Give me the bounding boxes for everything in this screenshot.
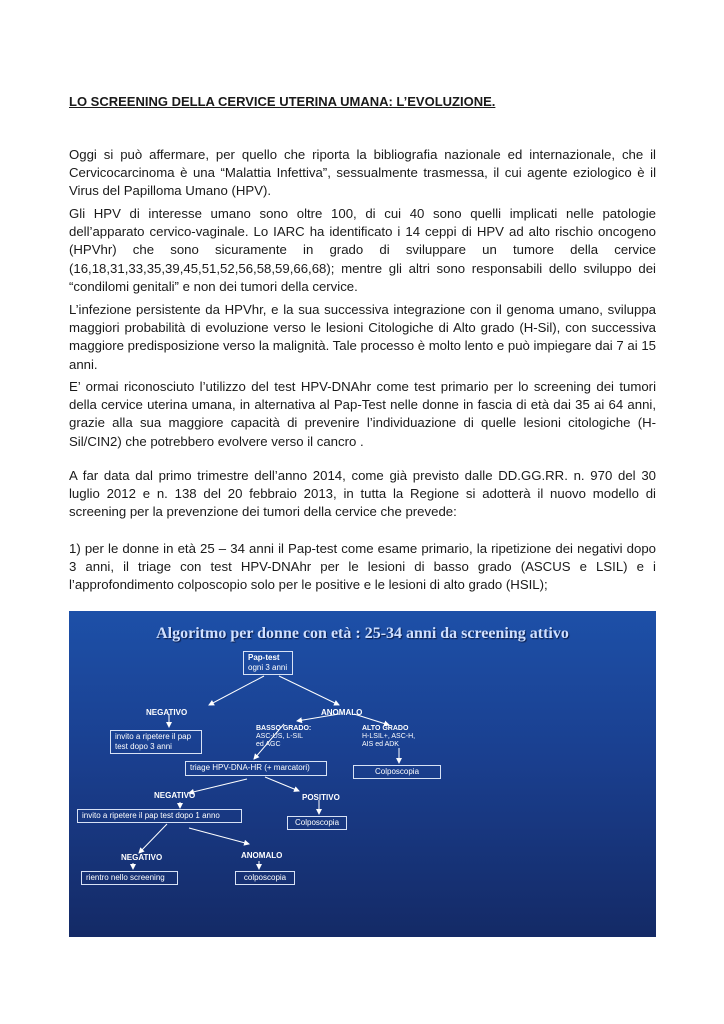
- alto-grado-heading: ALTO GRADO: [362, 725, 409, 732]
- alto-grado-line2: AIS ed ADK: [362, 741, 399, 748]
- document-title: LO SCREENING DELLA CERVICE UTERINA UMANA: L’EVOLUZIONE.: [69, 94, 496, 109]
- positivo-label: POSITIVO: [302, 793, 340, 802]
- screening-algorithm-diagram: [69, 611, 656, 937]
- triage-box: triage HPV-DNA-HR (+ marcatori): [185, 761, 327, 776]
- alto-grado-line1: H-LSIL+, ASC-H,: [362, 733, 416, 740]
- paragraph-1: Oggi si può affermare, per quello che riporta la bibliografia nazionale ed internazionale, che il Cervicocarcinoma è una “Malattia Infettiva”, sessualmente trasmessa, il cui agente eziologico è il Virus del Papilloma Umano (HPV).: [69, 147, 656, 199]
- paragraph-4: E’ ormai riconosciuto l’utilizzo del test HPV-DNAhr come test primario per lo screening dei tumori della cervice uterina umana, in alternativa al Pap-Test nelle donne in fascia di età dai 35 ai 64 anni, grazie alla sua maggiore capacità di prevenire l’individuazione di quelle lesioni citologiche (H-Sil/CIN2) che potrebbero evolvere verso il cancro .: [69, 379, 656, 449]
- paragraph-6: 1) per le donne in età 25 – 34 anni il Pap-test come esame primario, la ripetizione dei negativi dopo 3 anni, il triage con test HPV-DNAhr per le lesioni di basso grado (ASCUS e LSIL) e i l’approfondimento colposcopio solo per le positive e le lesioni di alto grado (HSIL);: [69, 541, 656, 593]
- negativo-label-3: NEGATIVO: [121, 853, 163, 862]
- diagram-title: Algoritmo per donne con età : 25-34 anni da screening attivo: [156, 625, 569, 642]
- invito-1-anno-box: invito a ripetere il pap test dopo 1 anno: [77, 809, 242, 823]
- rientro-screening-box: rientro nello screening: [81, 871, 178, 885]
- invito-3-anni-line1: invito a ripetere il pap: [115, 732, 192, 741]
- alto-grado-text: [362, 725, 415, 749]
- colposcopia-box-1: Colposcopia: [353, 765, 441, 779]
- paragraph-2: Gli HPV di interesse umano sono oltre 100, di cui 40 sono quelli implicati nelle patologie dell’apparato cervico-vaginale. Lo IARC ha identificato i 14 ceppi di HPV ad alto rischio oncogeno (HPVhr) che sono sicuramente in grado di sviluppare un tumore della cervice (16,18,31,33,35,39,45,51,52,56,58,59,66,68); mentre gli altri sono responsabili dello sviluppo dei “condilomi genitali” e non dei tumori della cervice.: [69, 206, 656, 294]
- negativo-label-1: NEGATIVO: [146, 708, 188, 717]
- pap-test-box: [243, 651, 293, 675]
- basso-grado-line1: ASC-US, L-SIL: [256, 733, 304, 740]
- basso-grado-text: [256, 725, 311, 749]
- anomalo-label-2: ANOMALO: [241, 851, 283, 860]
- invito-3-anni-box: [110, 730, 202, 754]
- colposcopia-box-3: colposcopia: [235, 871, 295, 885]
- invito-3-anni-line2: test dopo 3 anni: [115, 742, 172, 751]
- pap-test-frequency: ogni 3 anni: [248, 663, 288, 672]
- paragraph-3: L’infezione persistente da HPVhr, e la sua successiva integrazione con il genoma umano, sviluppa maggiori probabilità di evoluzione verso le lesioni Citologiche di Alto grado (H-Sil), con successiva maggiore predisposizione verso la malignità. Tale processo è molto lento e può impiegare dai 7 ai 15 anni.: [69, 302, 656, 372]
- anomalo-label-1: ANOMALO: [321, 708, 363, 717]
- negativo-label-2: NEGATIVO: [154, 791, 196, 800]
- basso-grado-line2: ed AGC: [256, 741, 281, 748]
- basso-grado-heading: BASSO GRADO:: [256, 725, 312, 732]
- colposcopia-box-2: Colposcopia: [287, 816, 347, 830]
- paragraph-5: A far data dal primo trimestre dell’anno 2014, come già previsto dalle DD.GG.RR. n. 970 del 30 luglio 2012 e n. 138 del 20 febbraio 2013, in tutta la Regione si adotterà il nuovo modello di screening per la prevenzione dei tumori della cervice che prevede:: [69, 468, 656, 520]
- pap-test-label: Pap-test: [248, 653, 280, 662]
